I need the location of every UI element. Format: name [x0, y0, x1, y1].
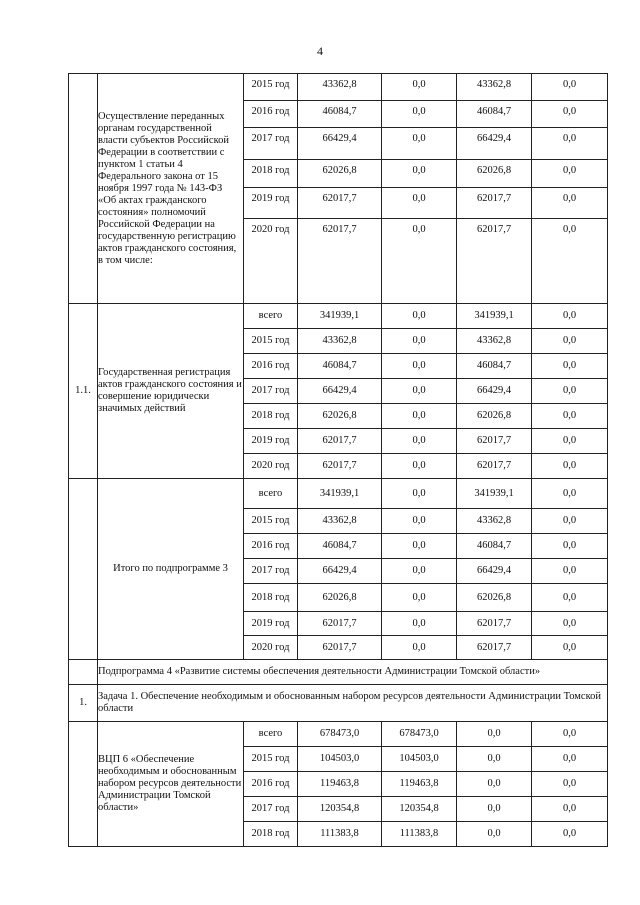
period-cell: 2015 год [244, 509, 298, 534]
description-text: Государственная регистрация актов гражданского состояния и совершение юридически значимых действий [98, 367, 242, 414]
value-cell: 0,0 [532, 772, 608, 797]
row-number-cell: 1. [69, 685, 98, 722]
period-cell: всего [244, 479, 298, 509]
value-cell: 62017,7 [457, 612, 532, 636]
description-text: Итого по подпрограмме 3 [113, 563, 228, 574]
value-cell: 62017,7 [298, 219, 382, 304]
value-cell: 46084,7 [298, 534, 382, 559]
period-cell: 2016 год [244, 354, 298, 379]
page-number: 4 [317, 44, 323, 58]
value-cell: 66429,4 [457, 559, 532, 584]
period-cell: 2015 год [244, 747, 298, 772]
value-cell: 0,0 [532, 636, 608, 660]
value-cell: 0,0 [382, 354, 457, 379]
value-cell: 46084,7 [457, 534, 532, 559]
period-cell: 2016 год [244, 534, 298, 559]
value-cell: 111383,8 [382, 822, 457, 847]
value-cell: 62017,7 [298, 454, 382, 479]
value-cell: 62026,8 [457, 584, 532, 612]
subprogram-row [69, 660, 608, 685]
value-cell: 62017,7 [298, 612, 382, 636]
description-cell [98, 479, 244, 660]
value-cell: 0,0 [382, 479, 457, 509]
value-cell: 62026,8 [298, 584, 382, 612]
value-cell: 43362,8 [457, 74, 532, 101]
period-cell: 2019 год [244, 429, 298, 454]
description-cell [98, 74, 244, 304]
value-cell: 62017,7 [298, 188, 382, 219]
value-cell: 341939,1 [457, 304, 532, 329]
period-cell: 2019 год [244, 188, 298, 219]
period-cell: 2020 год [244, 636, 298, 660]
period-cell: 2018 год [244, 584, 298, 612]
period-cell: 2015 год [244, 329, 298, 354]
value-cell: 62017,7 [457, 188, 532, 219]
value-cell: 0,0 [382, 304, 457, 329]
value-cell: 43362,8 [298, 329, 382, 354]
value-cell: 0,0 [532, 329, 608, 354]
value-cell: 678473,0 [298, 722, 382, 747]
subprogram-title: Подпрограмма 4 «Развитие системы обеспечения деятельности Администрации Томской области» [98, 660, 608, 685]
value-cell: 46084,7 [457, 101, 532, 128]
value-cell: 62017,7 [298, 636, 382, 660]
description-text: ВЦП 6 «Обеспечение необходимым и обоснованным набором ресурсов деятельности Администрации Томской области» [98, 754, 242, 813]
period-cell: всего [244, 722, 298, 747]
value-cell: 62026,8 [457, 160, 532, 188]
period-cell: 2018 год [244, 404, 298, 429]
period-cell: 2019 год [244, 612, 298, 636]
value-cell: 0,0 [382, 429, 457, 454]
value-cell: 66429,4 [298, 559, 382, 584]
value-cell: 0,0 [532, 128, 608, 160]
value-cell: 43362,8 [457, 509, 532, 534]
value-cell: 0,0 [457, 747, 532, 772]
table-row [69, 479, 608, 509]
value-cell: 66429,4 [298, 128, 382, 160]
value-cell: 0,0 [382, 219, 457, 304]
value-cell: 0,0 [457, 772, 532, 797]
value-cell: 0,0 [457, 797, 532, 822]
value-cell: 0,0 [532, 379, 608, 404]
value-cell: 62017,7 [457, 636, 532, 660]
value-cell: 66429,4 [298, 379, 382, 404]
value-cell: 43362,8 [298, 74, 382, 101]
task-row [69, 685, 608, 722]
value-cell: 0,0 [532, 534, 608, 559]
table-row [69, 304, 608, 329]
value-cell: 0,0 [382, 559, 457, 584]
description-cell [98, 722, 244, 847]
period-cell: 2018 год [244, 822, 298, 847]
value-cell: 62017,7 [457, 219, 532, 304]
row-number-cell: 1.1. [69, 304, 98, 479]
value-cell: 119463,8 [298, 772, 382, 797]
row-number-cell [69, 74, 98, 304]
value-cell: 0,0 [532, 160, 608, 188]
value-cell: 0,0 [382, 584, 457, 612]
row-number-cell [69, 660, 98, 685]
row-number-cell [69, 722, 98, 847]
value-cell: 0,0 [457, 722, 532, 747]
value-cell: 341939,1 [298, 304, 382, 329]
value-cell: 104503,0 [298, 747, 382, 772]
value-cell: 0,0 [382, 74, 457, 101]
value-cell: 46084,7 [457, 354, 532, 379]
value-cell: 0,0 [532, 797, 608, 822]
value-cell: 0,0 [382, 329, 457, 354]
table-row [69, 74, 608, 101]
value-cell: 0,0 [382, 101, 457, 128]
value-cell: 0,0 [382, 534, 457, 559]
value-cell: 66429,4 [457, 379, 532, 404]
period-cell: 2020 год [244, 454, 298, 479]
value-cell: 62026,8 [457, 404, 532, 429]
period-cell: 2016 год [244, 101, 298, 128]
value-cell: 0,0 [382, 128, 457, 160]
table-row [69, 722, 608, 747]
value-cell: 0,0 [382, 379, 457, 404]
period-cell: 2017 год [244, 797, 298, 822]
value-cell: 0,0 [382, 188, 457, 219]
value-cell: 43362,8 [457, 329, 532, 354]
value-cell: 120354,8 [298, 797, 382, 822]
period-cell: 2017 год [244, 379, 298, 404]
value-cell: 104503,0 [382, 747, 457, 772]
value-cell: 0,0 [457, 822, 532, 847]
value-cell: 0,0 [532, 722, 608, 747]
period-cell: 2017 год [244, 128, 298, 160]
period-cell: 2015 год [244, 74, 298, 101]
description-cell [98, 304, 244, 479]
value-cell: 46084,7 [298, 101, 382, 128]
budget-table [68, 73, 608, 847]
period-cell: 2017 год [244, 559, 298, 584]
value-cell: 0,0 [532, 354, 608, 379]
period-cell: 2016 год [244, 772, 298, 797]
value-cell: 0,0 [382, 160, 457, 188]
value-cell: 0,0 [532, 101, 608, 128]
value-cell: 0,0 [532, 219, 608, 304]
value-cell: 341939,1 [298, 479, 382, 509]
value-cell: 46084,7 [298, 354, 382, 379]
period-cell: 2018 год [244, 160, 298, 188]
value-cell: 0,0 [532, 747, 608, 772]
description-text: Осуществление переданных органам государственной власти субъектов Российской Федерации в соответствии с пунктом 1 статьи 4 Федерального закона от 15 ноября 1997 года № 143-ФЗ «Об актах гражданского состояния» полномочий Российской Федерации на государственную регистрацию актов гражданского состояния, в том числе: [98, 110, 237, 266]
value-cell: 0,0 [382, 612, 457, 636]
value-cell: 62017,7 [457, 454, 532, 479]
value-cell: 0,0 [532, 479, 608, 509]
value-cell: 0,0 [532, 559, 608, 584]
value-cell: 0,0 [382, 404, 457, 429]
value-cell: 0,0 [532, 188, 608, 219]
value-cell: 111383,8 [298, 822, 382, 847]
value-cell: 66429,4 [457, 128, 532, 160]
row-number-cell [69, 479, 98, 660]
task-title: Задача 1. Обеспечение необходимым и обоснованным набором ресурсов деятельности Администрации Томской области [98, 685, 608, 722]
value-cell: 0,0 [532, 509, 608, 534]
value-cell: 0,0 [382, 454, 457, 479]
value-cell: 0,0 [532, 822, 608, 847]
value-cell: 0,0 [532, 454, 608, 479]
value-cell: 119463,8 [382, 772, 457, 797]
period-cell: всего [244, 304, 298, 329]
value-cell: 0,0 [532, 584, 608, 612]
value-cell: 120354,8 [382, 797, 457, 822]
value-cell: 0,0 [532, 304, 608, 329]
value-cell: 0,0 [532, 74, 608, 101]
period-cell: 2020 год [244, 219, 298, 304]
value-cell: 341939,1 [457, 479, 532, 509]
value-cell: 62026,8 [298, 160, 382, 188]
value-cell: 62026,8 [298, 404, 382, 429]
value-cell: 0,0 [382, 636, 457, 660]
value-cell: 0,0 [532, 429, 608, 454]
value-cell: 62017,7 [298, 429, 382, 454]
value-cell: 43362,8 [298, 509, 382, 534]
value-cell: 0,0 [532, 612, 608, 636]
value-cell: 0,0 [382, 509, 457, 534]
value-cell: 678473,0 [382, 722, 457, 747]
value-cell: 0,0 [532, 404, 608, 429]
value-cell: 62017,7 [457, 429, 532, 454]
